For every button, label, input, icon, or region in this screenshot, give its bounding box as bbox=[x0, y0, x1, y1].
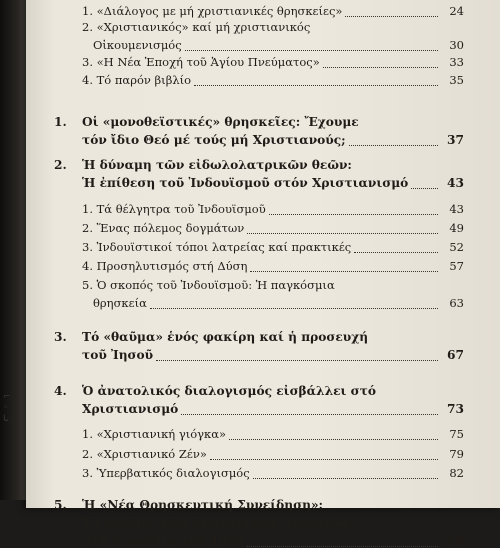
page-number: 67 bbox=[447, 348, 464, 362]
entry-title-line: Ὁ ἀνατολικός διαλογισμός εἰσβάλλει στό bbox=[82, 384, 376, 398]
chapter-number: 4. bbox=[54, 384, 67, 398]
page-number: 57 bbox=[449, 259, 464, 273]
dot-leader bbox=[229, 438, 438, 440]
dot-leader bbox=[156, 359, 438, 361]
dot-leader bbox=[354, 251, 438, 253]
toc-page bbox=[26, 0, 500, 548]
page-number: 63 bbox=[449, 296, 464, 310]
page-number: 89 bbox=[447, 534, 464, 548]
entry-title-line: 3. Ἰνδουϊστικοί τόποι λατρείας καί πρακτικές bbox=[82, 240, 352, 254]
dot-leader bbox=[269, 213, 438, 215]
entry-title-line: Ἡ δύναμη τῶν εἰδωλολατρικῶν θεῶν: bbox=[82, 158, 352, 172]
chapter-number: 2. bbox=[54, 158, 67, 172]
entry-title-line: 4. Προσηλυτισμός στή Δύση bbox=[82, 259, 248, 273]
page-number: 82 bbox=[449, 466, 464, 480]
page-number: 43 bbox=[447, 176, 464, 190]
dot-leader bbox=[210, 458, 438, 460]
page-number: 73 bbox=[447, 402, 464, 416]
chapter-number: 1. bbox=[54, 115, 67, 129]
page-number: 37 bbox=[447, 133, 464, 147]
entry-title-line: Οἱ «μονοθεϊστικές» θρησκεῖες: Ἔχουμε bbox=[82, 115, 359, 129]
dot-leader bbox=[253, 477, 438, 479]
chapter-number: 5. bbox=[54, 498, 67, 512]
entry-title-line: 2. «Χριστιανικός» καί μή χριστιανικός bbox=[82, 20, 311, 34]
entry-title-line: 3. «Η Νέα Ἐποχή τοῦ Ἁγίου Πνεύματος» bbox=[82, 55, 320, 69]
page-number: 24 bbox=[449, 4, 464, 18]
page-number: 30 bbox=[449, 38, 464, 52]
dot-leader bbox=[411, 187, 438, 189]
entry-title-line: στή δεκαετία τοῦ 1970 bbox=[82, 534, 245, 548]
entry-title-line: 2. Ἕνας πόλεμος δογμάτων bbox=[82, 221, 245, 235]
page-number: 33 bbox=[449, 55, 464, 69]
book-edge bbox=[0, 0, 26, 500]
entry-title-line: Ἡ ἐπίθεση τοῦ Ἰνδουϊσμοῦ στόν Χριστιανισμό bbox=[82, 176, 409, 190]
dot-leader bbox=[181, 413, 438, 415]
dot-leader bbox=[150, 307, 438, 309]
dot-leader bbox=[247, 545, 438, 547]
entry-title-line: Χριστιανισμό bbox=[82, 402, 179, 416]
dot-leader bbox=[247, 232, 438, 234]
page-number: 75 bbox=[449, 427, 464, 441]
entry-title-line: 1. «Διάλογος με μή χριστιανικές θρησκείες» bbox=[82, 4, 343, 18]
dot-leader bbox=[345, 15, 438, 17]
entry-title-line: 4. Τό παρόν βιβλίο bbox=[82, 73, 192, 87]
entry-title-line: τοῦ Ἰησοῦ bbox=[82, 348, 154, 362]
entry-title-line: 1. Τά θέλγητρα τοῦ Ἰνδουϊσμοῦ bbox=[82, 202, 266, 216]
entry-title-line: 1. «Χριστιανική γιόγκα» bbox=[82, 427, 227, 441]
entry-title-line: 3. Ὑπερβατικός διαλογισμός bbox=[82, 466, 250, 480]
entry-title-line: 5. Ὁ σκοπός τοῦ Ἰνδουϊσμοῦ: Ἡ παγκόσμια bbox=[82, 278, 335, 292]
entry-title-line: Ἡ «Νέα Θρησκευτική Συνείδηση»: bbox=[82, 498, 324, 512]
entry-title-line: Τό «θαῦμα» ἑνός φακίρη καί ἡ προσευχή bbox=[82, 330, 369, 344]
page-number: 35 bbox=[449, 73, 464, 87]
dot-leader bbox=[250, 270, 438, 272]
entry-title-line: θρησκεία bbox=[93, 296, 147, 310]
spine-marks: ⌐ ◦ ᒐ bbox=[3, 392, 11, 424]
page-number: 43 bbox=[449, 202, 464, 216]
dot-leader bbox=[185, 49, 438, 51]
chapter-number: 3. bbox=[54, 330, 67, 344]
page-number: 49 bbox=[449, 221, 464, 235]
page-number: 52 bbox=[449, 240, 464, 254]
page-number: 79 bbox=[449, 447, 464, 461]
dot-leader bbox=[194, 84, 438, 86]
dot-leader bbox=[349, 144, 438, 146]
entry-title-line: 2. «Χριστιανικό Ζέν» bbox=[82, 447, 207, 461]
entry-title-line: τόν ἴδιο Θεό μέ τούς μή Χριστιανούς; bbox=[82, 133, 346, 147]
entry-title-line: Τό πνεῦμα τῶν ἀνατολικῶν Λατρειῶν bbox=[82, 516, 352, 530]
entry-title-line: Οἰκουμενισμός bbox=[93, 38, 182, 52]
dot-leader bbox=[323, 66, 438, 68]
